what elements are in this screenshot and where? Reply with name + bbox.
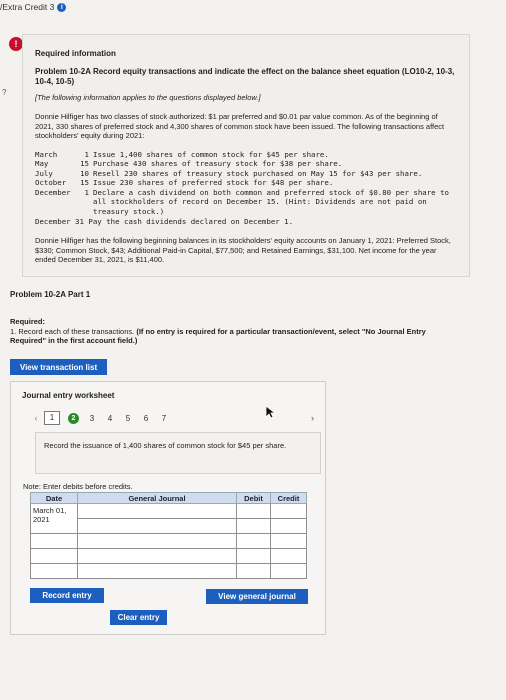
transaction-day: 15: [80, 159, 89, 169]
page-title: [0, 2, 66, 12]
table-row: [31, 549, 307, 564]
transaction-prompt-box: [35, 432, 321, 474]
required-text-bold: (If no entry is required for a particular transaction/event, select "No Journal Entry Required" in the first account field.): [10, 326, 426, 345]
transaction-day: 1: [84, 187, 89, 197]
debit-input[interactable]: [237, 549, 271, 564]
required-instructions: [10, 317, 460, 346]
alert-badge-icon: !: [9, 37, 23, 51]
page-4[interactable]: 4: [107, 413, 113, 423]
page-2[interactable]: 2: [68, 413, 79, 424]
credit-input[interactable]: [271, 564, 307, 579]
column-header-debit: Debit: [237, 493, 271, 504]
transaction-row: [35, 150, 449, 160]
beginning-balances-paragraph: Donnie Hilfiger has the following beginning balances in its stockholders' equity accounts on January 1, 2021: Preferred Stock, $330; Common Stock, $43; Additional Paid-in Capital, $77,500; and Retained Earnings, $31,100. Net income for the year ended December 31, 2021, is $11,400.: [35, 236, 451, 265]
transactions-table: [35, 150, 449, 227]
info-icon[interactable]: i: [57, 3, 66, 12]
account-input[interactable]: [78, 504, 237, 519]
clear-entry-button[interactable]: Clear entry: [110, 610, 167, 625]
page-1[interactable]: 1: [44, 411, 60, 425]
transaction-row: [35, 169, 449, 179]
transaction-text: Issue 1,400 shares of common stock for $45 per share.: [93, 149, 329, 159]
table-row: [31, 564, 307, 579]
date-input[interactable]: [31, 564, 78, 579]
transaction-prompt: Record the issuance of 1,400 shares of common stock for $45 per share.: [44, 441, 287, 450]
worksheet-title: Journal entry worksheet: [22, 391, 115, 400]
mouse-cursor-icon: [265, 405, 277, 419]
page-7[interactable]: 7: [161, 413, 167, 423]
debit-input[interactable]: [237, 534, 271, 549]
transaction-day: 10: [80, 168, 89, 178]
required-information-heading: Required information: [35, 49, 116, 58]
credit-input[interactable]: [271, 504, 307, 519]
part-title: Problem 10-2A Part 1: [10, 290, 91, 299]
intro-paragraph: Donnie Hilfiger has two classes of stock authorized: $1 par preferred and $0.01 par value common. As of the beginning of 2021, 330 shares of preferred stock and 4,300 shares of common stock have been issued. The following transactions affect stockholders' equity during 2021:: [35, 112, 445, 140]
required-label: Required:: [10, 317, 46, 326]
transaction-month: October: [35, 178, 67, 188]
transaction-month: December: [35, 187, 71, 197]
transaction-month: March: [35, 149, 58, 159]
transaction-row: [35, 217, 449, 227]
date-input[interactable]: [31, 534, 78, 549]
account-input[interactable]: [78, 534, 237, 549]
debits-note: Note: Enter debits before credits.: [23, 482, 133, 491]
transaction-row: [35, 159, 449, 169]
transaction-day: 15: [80, 178, 89, 188]
page-3[interactable]: 3: [89, 413, 95, 423]
transaction-day: 1: [84, 149, 89, 159]
journal-entry-worksheet: [10, 381, 326, 635]
transaction-row: [35, 188, 449, 217]
transaction-month: May: [35, 159, 49, 169]
view-general-journal-button[interactable]: View general journal: [206, 589, 308, 604]
view-transaction-list-button[interactable]: View transaction list: [10, 359, 107, 375]
table-row: [31, 534, 307, 549]
account-input[interactable]: [78, 519, 237, 534]
date-cell[interactable]: March 01, 2021: [31, 504, 78, 534]
page-5[interactable]: 5: [125, 413, 131, 423]
credit-input[interactable]: [271, 534, 307, 549]
applies-note: [The following information applies to the questions displayed below.]: [35, 93, 261, 102]
record-entry-button[interactable]: Record entry: [30, 588, 104, 603]
problem-title: Problem 10-2A Record equity transactions and indicate the effect on the balance sheet equation (LO10-2, 10-3, 10-4, 10-5): [35, 67, 455, 86]
transaction-month: July: [35, 168, 53, 178]
journal-table-header: [31, 493, 307, 504]
transaction-text: Purchase 430 shares of treasury stock for $38 per share.: [93, 159, 343, 169]
transaction-text: Declare a cash dividend on both common and preferred stock of $0.80 per share to all stockholders of record on December 15. (Hint: Dividends are not paid on treasury stock.): [93, 187, 449, 217]
journal-entry-table: [30, 492, 307, 579]
debit-input[interactable]: [237, 519, 271, 534]
transaction-text: Resell 230 shares of treasury stock purchased on May 15 for $43 per share.: [93, 168, 423, 178]
column-header-date: Date: [31, 493, 78, 504]
column-header-credit: Credit: [271, 493, 307, 504]
side-mark: ?: [2, 88, 7, 97]
page-6[interactable]: 6: [143, 413, 149, 423]
required-text: [10, 327, 460, 346]
debit-input[interactable]: [237, 504, 271, 519]
credit-input[interactable]: [271, 549, 307, 564]
transaction-text: December 31 Pay the cash dividends declared on December 1.: [35, 216, 294, 226]
transaction-text: Issue 230 shares of preferred stock for $48 per share.: [93, 178, 334, 188]
date-input[interactable]: [31, 549, 78, 564]
transaction-row: [35, 178, 449, 188]
table-row: [31, 504, 307, 519]
column-header-general-journal: General Journal: [78, 493, 237, 504]
credit-input[interactable]: [271, 519, 307, 534]
account-input[interactable]: [78, 564, 237, 579]
worksheet-pager: [28, 410, 173, 426]
debit-input[interactable]: [237, 564, 271, 579]
account-input[interactable]: [78, 549, 237, 564]
chevron-right-icon[interactable]: ›: [311, 413, 314, 423]
page-title-text: /Extra Credit 3: [0, 2, 55, 12]
chevron-left-icon[interactable]: ‹: [34, 413, 38, 423]
required-information-box: [22, 34, 470, 277]
required-text-plain: 1. Record each of these transactions.: [10, 326, 135, 336]
